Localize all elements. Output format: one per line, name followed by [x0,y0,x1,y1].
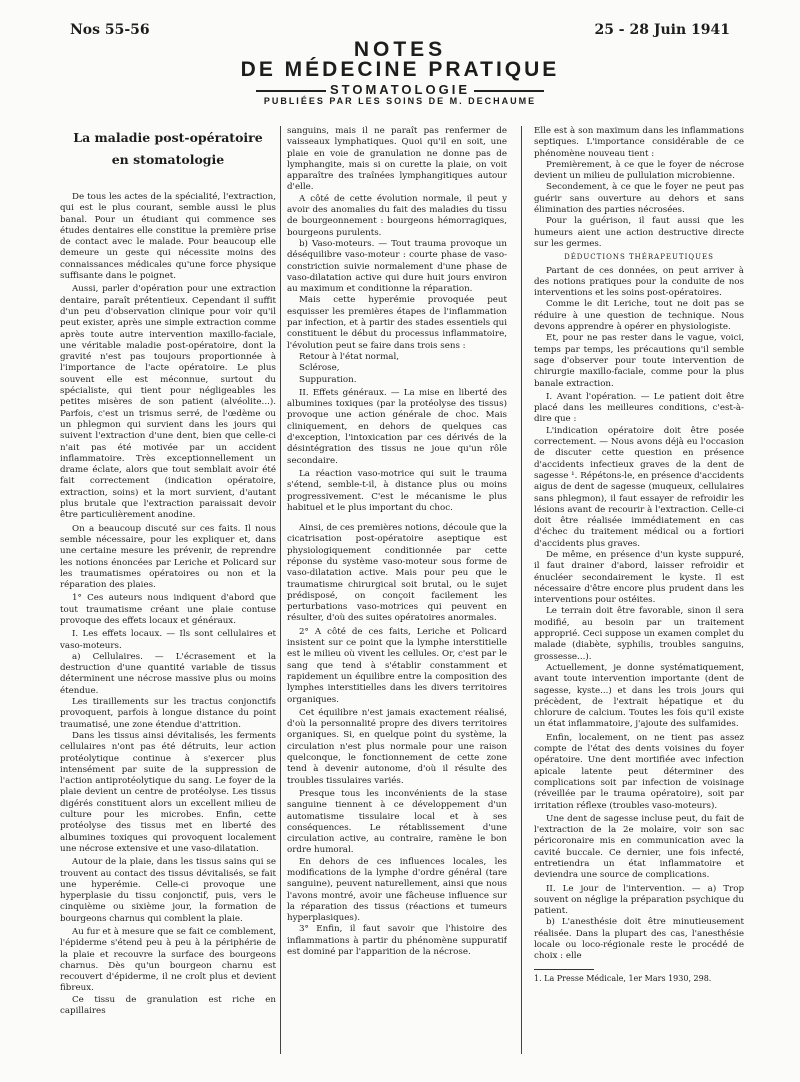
column-divider [521,126,522,1054]
journal-title-line2: DE MÉDECINE PRATIQUE [240,58,560,81]
issue-date: 25 - 28 Juin 1941 [594,22,730,38]
column-1 [60,126,276,1066]
list-item: Suppuration. [299,374,357,385]
paragraph: b) L'anesthésie doit être minutieusement réalisée. Dans la plupart des cas, l'anesthésie locale ou loco-régionale reste le procédé de choix : elle [534,917,744,962]
paragraph: Elle est à son maximum dans les inflammations septiques. L'importance considérable de ce phénomène nouveau tient : [534,126,744,159]
paragraph: Comme le dit Leriche, tout ne doit pas se réduire à une question de technique. Nous devons apprendre à opérer en physiologiste. [534,299,744,333]
paragraph: On a beaucoup discuté sur ces faits. Il nous semble nécessaire, pour les expliquer et, dans une certaine mesure les prévenir, de reprendre les notions énoncées par Leriche et Policard sur les traumatismes opératoires ou non et la réparation des plaies. [60,523,276,591]
paragraph: Pour la guérison, il faut aussi que les humeurs aient une action destructive directe sur les germes. [534,216,744,249]
list-item: Retour à l'état normal, [299,351,400,362]
paragraph: 1° Ces auteurs nous indiquent d'abord que tout traumatisme créant une plaie contuse provoque des effets locaux et généraux. [60,593,276,626]
article-title: La maladie post-opératoire [73,130,263,145]
section-heading: DÉDUCTIONS THÉRAPEUTIQUES [564,253,714,262]
paragraph: Au fur et à mesure que se fait ce comblement, l'épiderme s'étend peu à peu à la périphérie de la plaie et recouvre la surface des bourgeons charnus. Dès qu'un bourgeon charnu est recouvert d'épiderme, il ne croît plus et devient fibreux. [60,927,276,994]
paragraph: Ce tissu de granulation est riche en capillaires [60,994,276,1017]
paragraph: Dans les tissus ainsi dévitalisés, les ferments cellulaires n'ont pas été détruits, leur action protéolytique continue à s'exercer plus intensément par suite de la suppression de l'action antiprotéolytique du sang. Le foyer de la plaie devient un centre de protéolyse. Les tissus digérés constituent alors un excellent milieu de culture pour les microbes. Enfin, cette protéolyse des tissus met en liberté des albumines toxiques qui provoquent localement une nécrose extensive et une vaso-dilatation. [60,730,276,854]
column-2 [287,126,507,1066]
paragraph: 3° Enfin, il faut savoir que l'histoire des inflammations à partir du phénomène suppuratif est dominé par l'apparition de la nécrose. [287,924,507,958]
footnote-rule [534,969,594,970]
paragraph: Une dent de sagesse incluse peut, du fait de l'extraction de la 2e molaire, voir son sac péricoronaire mis en communication avec la cavité buccale. Ce dernier, une fois infecté, entretiendra un état inflammatoire et deviendra une source de complications. [534,813,744,881]
list-item: Sclérose, [299,363,340,374]
paragraph: Partant de ces données, on peut arriver à des notions pratiques pour la conduite de nos interventions et les soins post-opératoires. [534,265,744,299]
section-title: STOMATOLOGIE [329,82,470,97]
paragraph: Les tiraillements sur les tractus conjonctifs provoquent, parfois à longue distance du point traumatisé, une zone étendue d'attrition. [60,697,276,730]
paragraph: De même, en présence d'un kyste suppuré, il faut drainer d'abord, laisser refroidir et énucléer secondairement le kyste. Il est nécessaire d'être encore plus prudent dans les interventions pour ostéites. [534,549,744,606]
paragraph: De tous les actes de la spécialité, l'extraction, qui est le plus courant, semble aussi le plus banal. Pour un étudiant qui commence ses études dentaires elle constitue la première prise de contact avec le malade. Pour beaucoup elle demeure un geste qui nécessite moins des connaissances médicales qu'une force physique suffisante dans le poignet. [60,192,276,282]
paragraph: sanguins, mais il ne paraît pas renfermer de vaisseaux lymphatiques. Quoi qu'il en soit, une plaie en voie de granulation ne donne pas de lymphangite, mais si on curette la plaie, on voit apparaître des traînées lymphangitiques autour d'elle. [287,126,507,193]
paragraph: Actuellement, je donne systématiquement, avant toute intervention importante (dent de sagesse, kyste...) et dans les trois jours qui précèdent, de l'extrait hépatique et du chlorure de calcium. Toutes les fois qu'il existe un état inflammatoire, j'ajoute des sulfamides. [534,662,744,730]
paragraph: Premièrement, à ce que le foyer de nécrose devient un milieu de pullulation microbienne. [534,159,744,182]
paragraph: Cet équilibre n'est jamais exactement réalisé, d'où la personnalité propre des divers territoires organiques. Si, en quelque point du système, la circulation n'est plus normale pour une raison quelconque, le fonctionnement de cette zone tend à devenir autonome, d'où il résulte des troubles tissulaires variés. [287,707,507,786]
paragraph: Mais cette hyperémie provoquée peut esquisser les premières étapes de l'inflammation par infection, et à partir des stades essentiels qui constituent le début du processus inflammatoire, l'évolution peut se faire dans trois sens : [287,295,507,351]
publisher-line: PUBLIÉES PAR LES SOINS DE M. DECHAUME [263,96,537,106]
column-divider [280,126,281,1054]
footnote: 1. La Presse Médicale, 1er Mars 1930, 298. [534,973,712,983]
paragraph: A côté de cette évolution normale, il peut y avoir des anomalies du fait des maladies du tissu de bourgeonnement : bourgeons hémorragiques, bourgeons purulents. [287,193,507,238]
paragraph: En dehors de ces influences locales, les modifications de la lymphe d'ordre général (tare sanguine), peuvent naturellement, ainsi que nous l'avons montré, avoir une fâcheuse influence sur la réparation des tissus (réactions et tumeurs hyperplasiques). [287,856,507,924]
issue-number: Nos 55-56 [70,22,150,38]
paragraph: b) Vaso-moteurs. — Tout trauma provoque un déséquilibre vaso-moteur : courte phase de vaso-constriction suivie normalement d'une phase de vaso-dilatation active qui dure huit jours environ au maximum et conditionne la réparation. [287,238,507,295]
paragraph: Ainsi, de ces premières notions, découle que la cicatrisation post-opératoire aseptique est physiologiquement conditionnée par cette réponse du système vaso-moteur sous forme de vaso-dilatation active. Mais pour peu que le traumatisme chirurgical soit brutal, ou le sujet prédisposé, on conçoit facilement les perturbations vaso-motrices qui peuvent en résulter, d'où des suites opératoires anormales. [287,523,507,624]
paragraph: II. Effets généraux. — La mise en liberté des albumines toxiques (par la protéolyse des tissus) provoque une action générale de choc. Mais cliniquement, en dehors de quelques cas d'exception, l'intoxication par ces dérivés de la désintégration des tissus ne joue qu'un rôle secondaire. [287,387,507,466]
paragraph: Presque tous les inconvénients de la stase sanguine tiennent à ce développement d'un automatisme tissulaire local et à ses conséquences. Le rétablissement d'une circulation active, au contraire, ramène le bon ordre humoral. [287,788,507,856]
paragraph: L'indication opératoire doit être posée correctement. — Nous avons déjà eu l'occasion de discuter cette question en présence d'accidents infectieux graves de la dent de sagesse ¹. Répétons-le, en présence d'accidents aigus de dent de sagesse (muqueux, cellulaires sans phlegmon), il faut essayer de refroidir les lésions avant de recourir à l'extraction. Celle-ci doit être réalisée immédiatement en cas d'échec du traitement médical ou a fortiori d'accidents plus graves. [534,425,744,549]
paragraph: I. Avant l'opération. — Le patient doit être placé dans les meilleures conditions, c'est-à-dire que : [534,391,744,425]
paragraph: Enfin, localement, on ne tient pas assez compte de l'état des dents voisines du foyer opératoire. Une dent mortifiée avec infection apicale latente peut déterminer des complications soit par infection de voisinage (réveillée par le trauma opératoire), soit par irritation réflexe (troubles vaso-moteurs). [534,732,744,811]
paragraph: Le terrain doit être favorable, sinon il sera modifié, au besoin par un traitement approprié. Ceci suppose un examen complet du malade (diabète, syphilis, troubles sanguins, grossesse...). [534,606,744,662]
paragraph: II. Le jour de l'intervention. — a) Trop souvent on néglige la préparation psychique du patient. [534,883,744,917]
paragraph: Autour de la plaie, dans les tissus sains qui se trouvent au contact des tissus dévitalisés, se fait une hyperémie. Celle-ci provoque une hyperplasie du tissu conjonctif, puis, vers le cinquième ou sixième jour, la formation de bourgeons charnus qui comblent la plaie. [60,857,276,924]
paragraph: Et, pour ne pas rester dans le vague, voici, temps par temps, les précautions qu'il semble sage d'observer pour toute intervention de chirurgie maxillo-faciale, comme pour la plus banale extraction. [534,333,744,389]
article-title-line2: en stomatologie [111,152,225,167]
paragraph: Aussi, parler d'opération pour une extraction dentaire, paraît prétentieux. Cependant il suffit d'un peu d'observation clinique pour voir qu'il peut exister, après une simple extraction comme après toute autre intervention maxillo-faciale, une véritable maladie post-opératoire, dont la gravité n'est pas toujours proportionnée à l'importance de l'acte opératoire. Le plus souvent elle est méconnue, surtout du spécialiste, qui tient pour négligeables les petites misères de son patient (alvéolite...). Parfois, c'est un trismus serré, de l'œdème ou un phlegmon qui survient dans les jours qui suivent l'extraction d'une dent, bien que celle-ci n'ait pas été motivée par un accident inflammatoire. Très exceptionnellement un drame éclate, alors que tout semblait avoir été fait correctement (indication opératoire, extraction, soins) et la mort survient, d'autant plus brutale que l'extraction paraissait devoir être particulièrement anodine. [60,284,276,521]
paragraph: I. Les effets locaux. — Ils sont cellulaires et vaso-moteurs. [60,629,276,651]
paragraph: Secondement, à ce que le foyer ne peut pas guérir sans ouverture au dehors et sans élimination des parties nécrosées. [534,182,744,216]
column-3 [534,126,744,1066]
journal-title-line1: NOTES [353,38,447,61]
paragraph: La réaction vaso-motrice qui suit le trauma s'étend, semble-t-il, à distance plus ou moins progressivement. C'est le mécanisme le plus habituel et le plus important du choc. [287,468,507,513]
paragraph: 2° A côté de ces faits, Leriche et Policard insistent sur ce point que la lymphe interstitielle est le milieu où vivent les cellules. Or, c'est par le sang que tend à s'établir constamment et rapidement un équilibre entre la composition des lymphes interstitielles dans les divers territoires organiques. [287,626,507,705]
paragraph: a) Cellulaires. — L'écrasement et la destruction d'une quantité variable de tissus déterminent une nécrose massive plus ou moins étendue. [60,651,276,696]
